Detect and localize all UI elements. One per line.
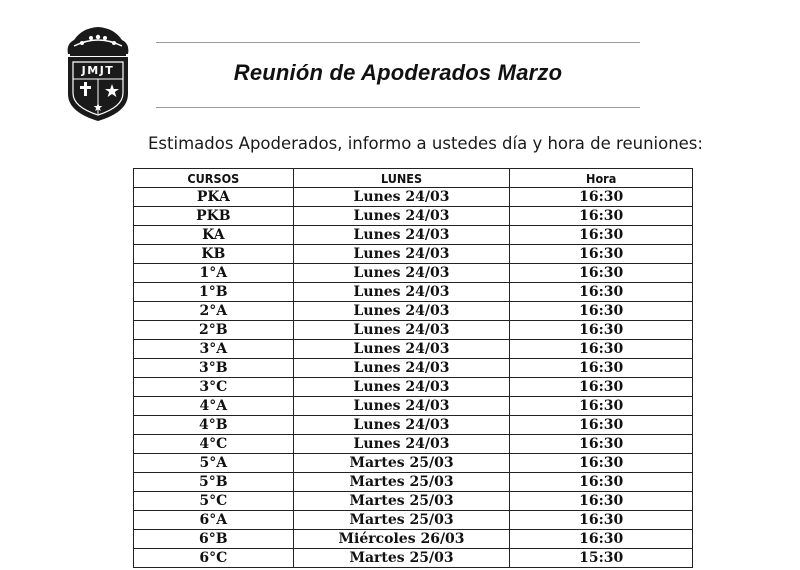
school-crest-logo xyxy=(60,24,136,124)
course-cell: 2°B xyxy=(134,321,294,340)
table-row xyxy=(134,454,693,473)
day-cell: Lunes 24/03 xyxy=(293,359,510,378)
header-lunes: LUNES xyxy=(293,169,510,188)
time-cell: 16:30 xyxy=(510,283,693,302)
time-cell: 16:30 xyxy=(510,416,693,435)
time-cell: 16:30 xyxy=(510,340,693,359)
time-cell: 16:30 xyxy=(510,492,693,511)
time-cell: 16:30 xyxy=(510,511,693,530)
day-cell: Lunes 24/03 xyxy=(293,416,510,435)
course-cell: 6°A xyxy=(134,511,294,530)
day-cell: Lunes 24/03 xyxy=(293,435,510,454)
day-cell: Lunes 24/03 xyxy=(293,283,510,302)
time-cell: 16:30 xyxy=(510,302,693,321)
course-cell: 3°B xyxy=(134,359,294,378)
day-cell: Lunes 24/03 xyxy=(293,245,510,264)
day-cell: Lunes 24/03 xyxy=(293,207,510,226)
time-cell: 16:30 xyxy=(510,188,693,207)
header-hora: Hora xyxy=(510,169,693,188)
day-cell: Lunes 24/03 xyxy=(293,340,510,359)
time-cell: 16:30 xyxy=(510,473,693,492)
course-cell: KB xyxy=(134,245,294,264)
document-title: Reunión de Apoderados Marzo xyxy=(233,60,563,85)
day-cell: Lunes 24/03 xyxy=(293,226,510,245)
course-cell: 5°A xyxy=(134,454,294,473)
day-cell: Lunes 24/03 xyxy=(293,264,510,283)
course-cell: 5°B xyxy=(134,473,294,492)
day-cell: Martes 25/03 xyxy=(293,549,510,568)
day-cell: Miércoles 26/03 xyxy=(293,530,510,549)
time-cell: 16:30 xyxy=(510,245,693,264)
course-cell: 1°B xyxy=(134,283,294,302)
intro-text: Estimados Apoderados, informo a ustedes día y hora de reuniones: xyxy=(148,134,703,153)
table-row xyxy=(134,530,693,549)
day-cell: Lunes 24/03 xyxy=(293,302,510,321)
time-cell: 15:30 xyxy=(510,549,693,568)
table-row xyxy=(134,302,693,321)
meeting-schedule-table xyxy=(133,168,693,568)
table-row xyxy=(134,188,693,207)
time-cell: 16:30 xyxy=(510,378,693,397)
time-cell: 16:30 xyxy=(510,321,693,340)
header-rule-top xyxy=(156,42,640,43)
day-cell: Lunes 24/03 xyxy=(293,378,510,397)
course-cell: 3°A xyxy=(134,340,294,359)
course-cell: PKB xyxy=(134,207,294,226)
day-cell: Lunes 24/03 xyxy=(293,188,510,207)
table-row xyxy=(134,473,693,492)
course-cell: 3°C xyxy=(134,378,294,397)
course-cell: 6°C xyxy=(134,549,294,568)
time-cell: 16:30 xyxy=(510,207,693,226)
table-row xyxy=(134,226,693,245)
table-row xyxy=(134,283,693,302)
time-cell: 16:30 xyxy=(510,226,693,245)
day-cell: Martes 25/03 xyxy=(293,454,510,473)
time-cell: 16:30 xyxy=(510,397,693,416)
logo-letters: JMJT xyxy=(81,64,115,77)
time-cell: 16:30 xyxy=(510,359,693,378)
table-row xyxy=(134,397,693,416)
time-cell: 16:30 xyxy=(510,435,693,454)
table-row xyxy=(134,245,693,264)
table-row xyxy=(134,549,693,568)
course-cell: PKA xyxy=(134,188,294,207)
course-cell: 4°A xyxy=(134,397,294,416)
table-row xyxy=(134,207,693,226)
table-row xyxy=(134,378,693,397)
course-cell: 2°A xyxy=(134,302,294,321)
course-cell: KA xyxy=(134,226,294,245)
table-row xyxy=(134,435,693,454)
day-cell: Lunes 24/03 xyxy=(293,321,510,340)
course-cell: 5°C xyxy=(134,492,294,511)
day-cell: Martes 25/03 xyxy=(293,511,510,530)
day-cell: Martes 25/03 xyxy=(293,492,510,511)
course-cell: 4°B xyxy=(134,416,294,435)
table-row xyxy=(134,340,693,359)
table-row xyxy=(134,359,693,378)
course-cell: 4°C xyxy=(134,435,294,454)
time-cell: 16:30 xyxy=(510,264,693,283)
day-cell: Lunes 24/03 xyxy=(293,397,510,416)
course-cell: 1°A xyxy=(134,264,294,283)
table-header-row xyxy=(134,169,693,188)
header-cursos: CURSOS xyxy=(134,169,294,188)
table-row xyxy=(134,492,693,511)
day-cell: Martes 25/03 xyxy=(293,473,510,492)
table-row xyxy=(134,321,693,340)
course-cell: 6°B xyxy=(134,530,294,549)
time-cell: 16:30 xyxy=(510,530,693,549)
table-row xyxy=(134,511,693,530)
table-body xyxy=(134,188,693,568)
time-cell: 16:30 xyxy=(510,454,693,473)
table-row xyxy=(134,416,693,435)
header-rule-bottom xyxy=(156,107,640,108)
table-row xyxy=(134,264,693,283)
